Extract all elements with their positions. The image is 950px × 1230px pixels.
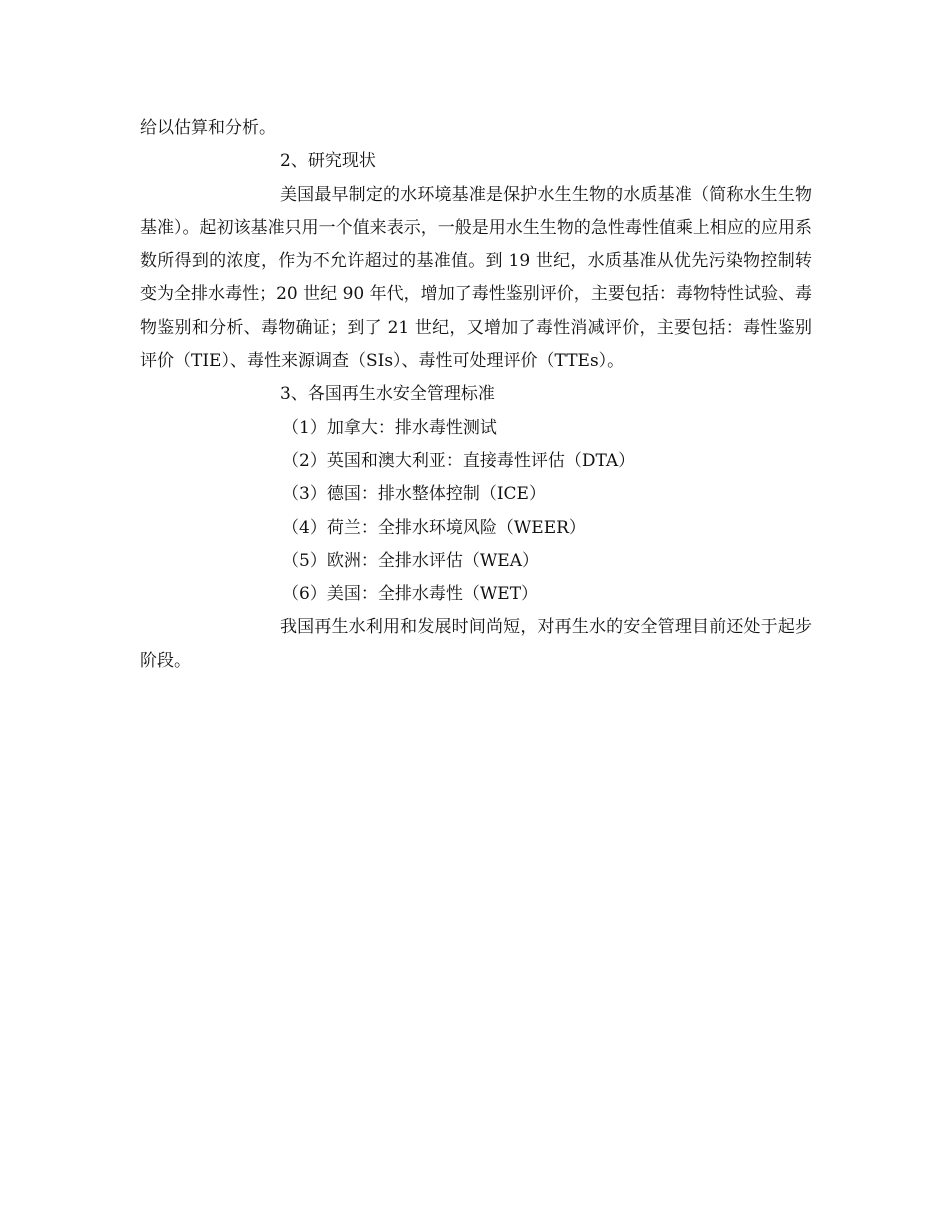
list-item-canada: （1）加拿大：排水毒性测试	[282, 417, 497, 438]
paragraph-us-water-criteria: 美国最早制定的水环境基准是保护水生生物的水质基准（简称水生生物基准）。起初该基准只用一个值来表示，一般是用水生生物的急性毒性值乘上相应的应用系数所得到的浓度，作为不允许超过的基准值。到 19 世纪，水质基准从优先污染物控制转变为全排水毒性；20 世纪 90 年代，增加了毒性鉴别评价，主要包括：毒物特性试验、毒物鉴别和分析、毒物确证；到了 21 世纪，又增加了毒性消减评价，主要包括：毒性鉴别评价（TIE）、毒性来源调查（SIs）、毒性可处理评价（TTEs）。	[140, 184, 812, 372]
paragraph-continuation: 给以估算和分析。	[140, 118, 276, 138]
section-heading-research-status: 2、研究现状	[280, 151, 376, 172]
document-body	[140, 112, 812, 678]
list-item-germany: （3）德国：排水整体控制（ICE）	[282, 484, 546, 505]
paragraph-china-reclaimed-water: 我国再生水利用和发展时间尚短，对再生水的安全管理目前还处于起步阶段。	[140, 617, 812, 671]
list-item-uk-australia: （2）英国和澳大利亚：直接毒性评估（DTA）	[282, 450, 636, 471]
list-item-usa: （6）美国：全排水毒性（WET）	[282, 584, 539, 605]
list-item-netherlands: （4）荷兰：全排水环境风险（WEER）	[282, 517, 586, 538]
list-item-europe: （5）欧洲：全排水评估（WEA）	[282, 550, 539, 571]
section-heading-national-standards: 3、各国再生水安全管理标准	[280, 384, 495, 405]
